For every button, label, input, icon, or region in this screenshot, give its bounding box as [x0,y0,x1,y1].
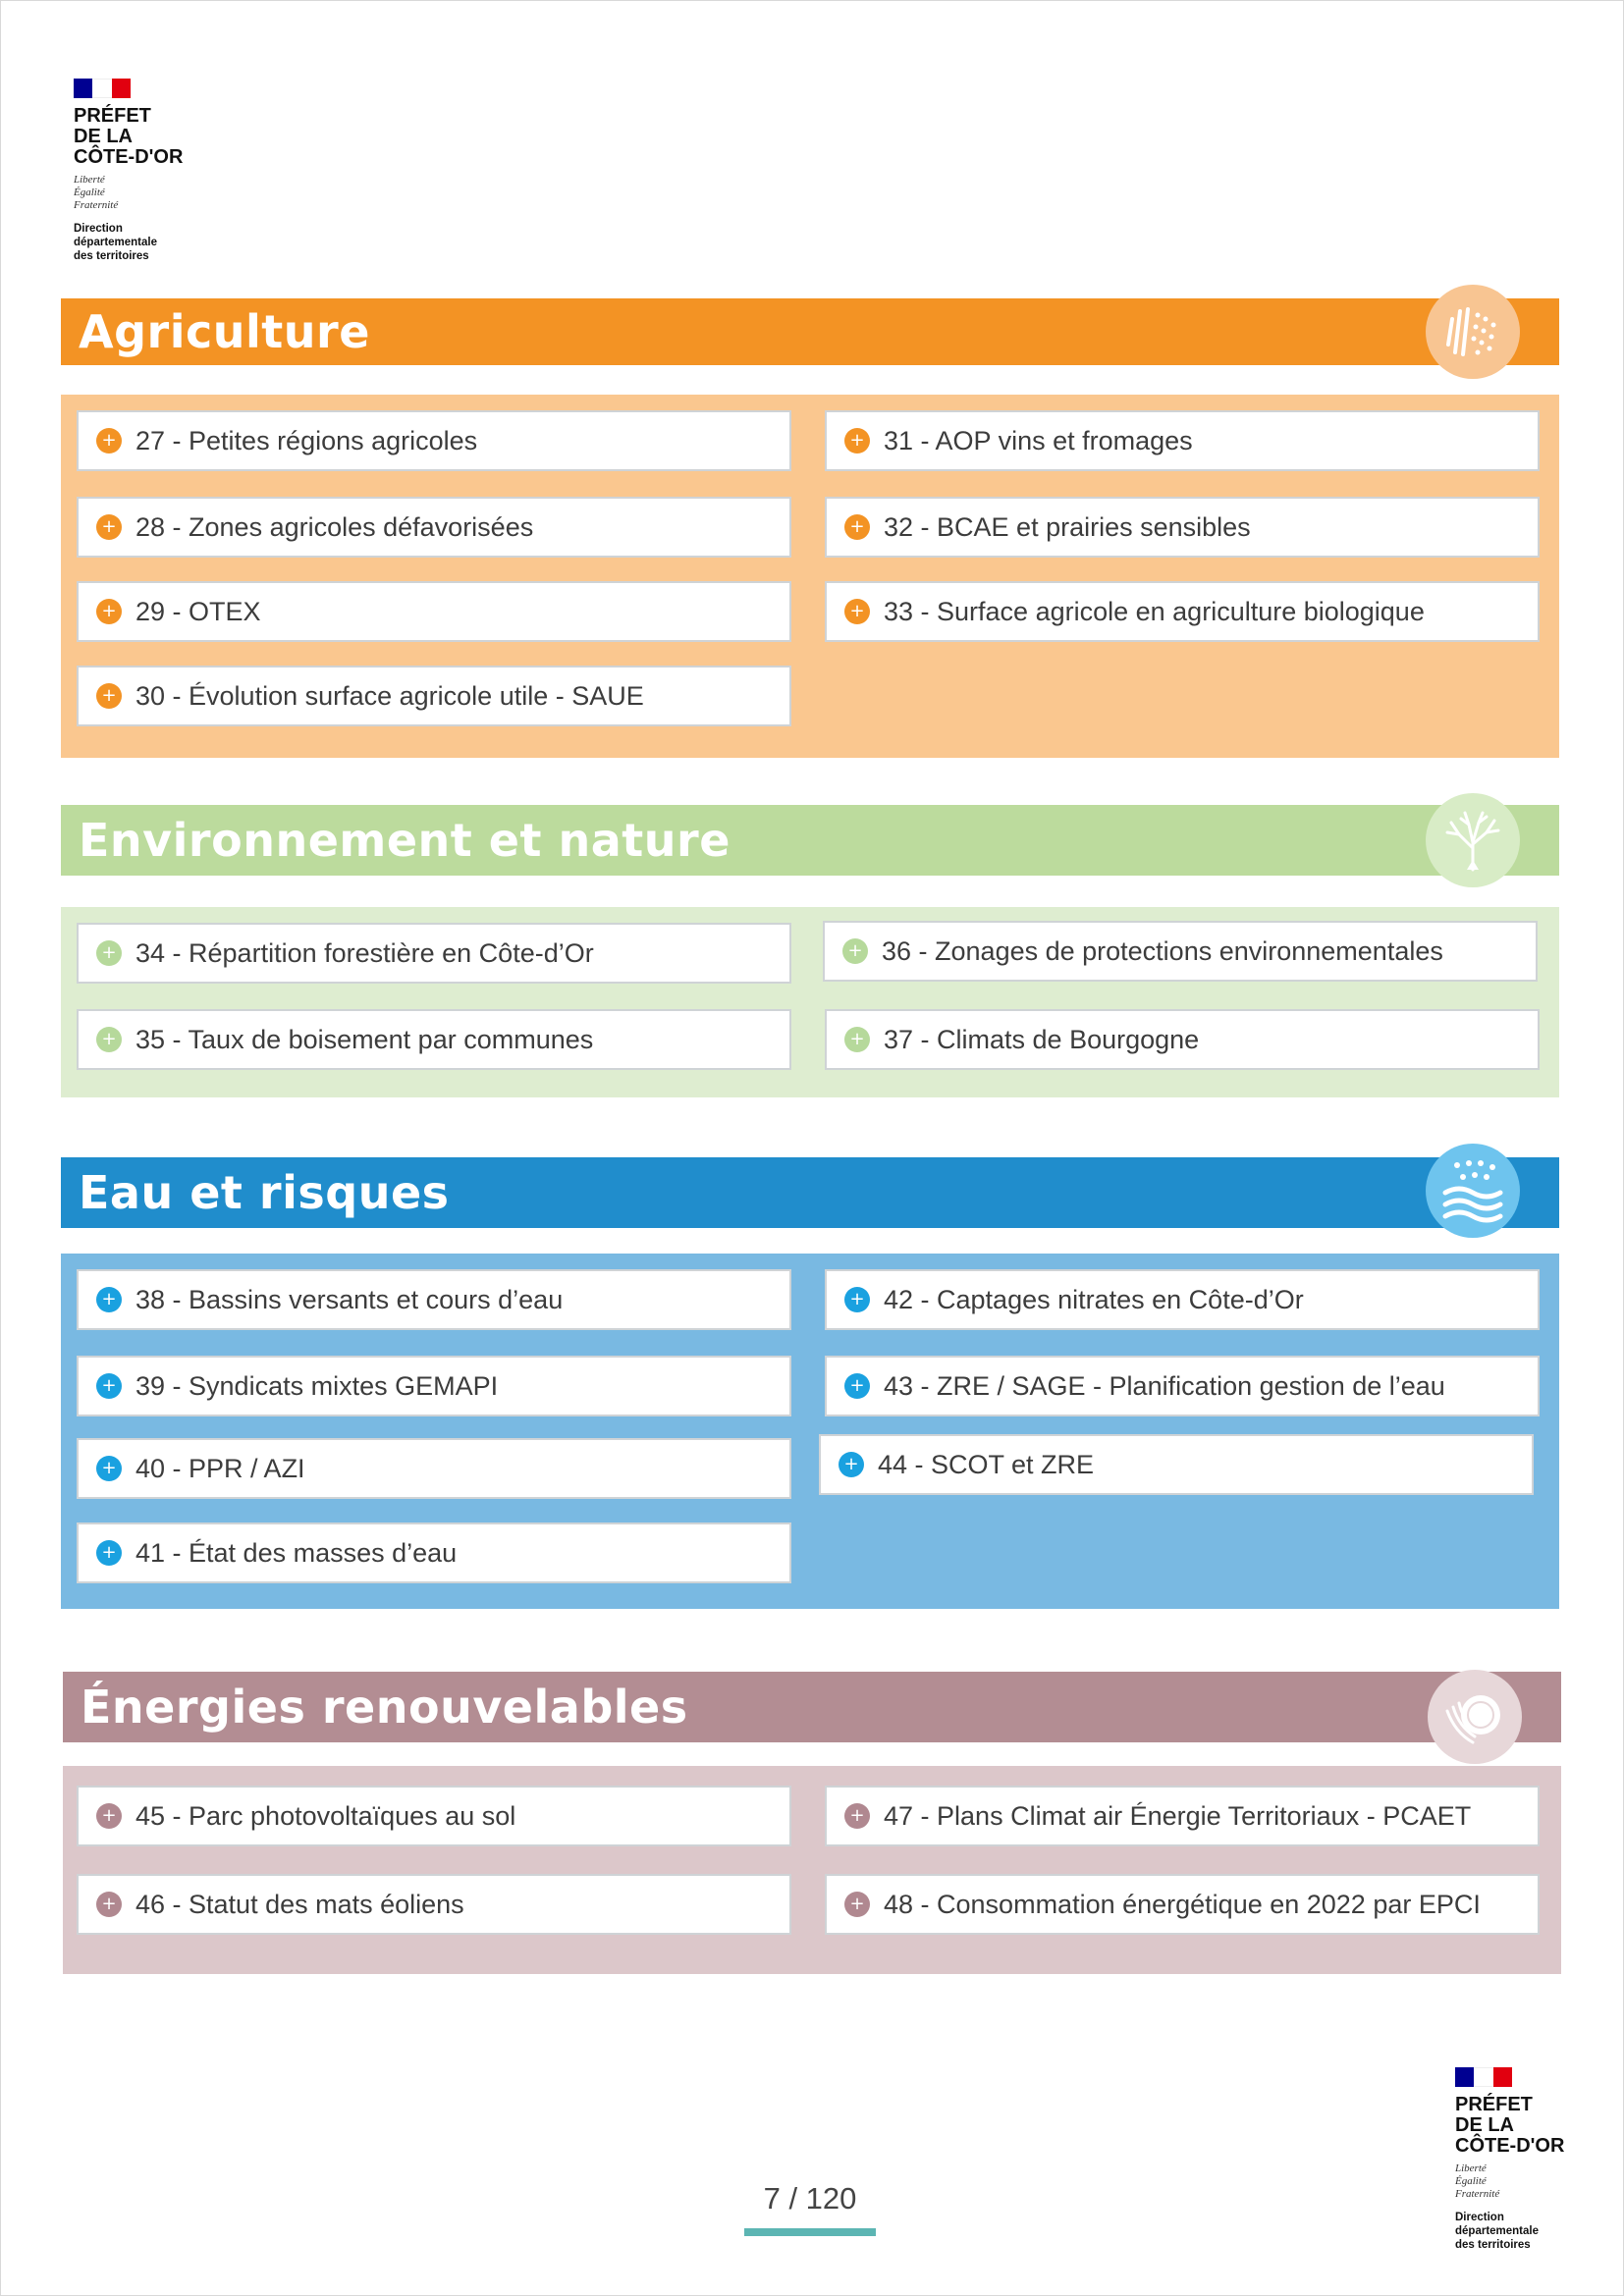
logo-prefet-text: PRÉFET DE LA CÔTE-D'OR [74,105,184,168]
section-header [63,1672,1561,1742]
list-item[interactable]: + 41 - État des masses d’eau [77,1522,791,1583]
plus-icon: + [844,1373,870,1399]
tree-icon [1426,793,1520,887]
list-item[interactable]: + 36 - Zonages de protections environnementales [823,921,1538,982]
plus-icon: + [96,1540,122,1566]
section-title: Eau et risques [79,1166,450,1219]
page-underline [744,2228,876,2236]
logo-direction: Direction départementale des territoires [1455,2212,1540,2251]
plus-icon: + [96,1456,122,1481]
list-item[interactable]: + 30 - Évolution surface agricole utile - SAUE [77,666,791,726]
rain-field-icon [1426,285,1520,379]
section-title: Énergies renouvelables [81,1681,688,1734]
list-item[interactable]: + 35 - Taux de boisement par communes [77,1009,791,1070]
list-item[interactable]: + 42 - Captages nitrates en Côte-d’Or [825,1269,1540,1330]
logo-direction: Direction départementale des territoires [74,223,158,262]
section-header [61,298,1559,365]
plus-icon: + [96,428,122,454]
plus-icon: + [96,599,122,624]
plus-icon: + [844,514,870,540]
plus-icon: + [96,683,122,709]
list-item[interactable]: + 44 - SCOT et ZRE [819,1434,1534,1495]
plus-icon: + [96,1803,122,1829]
plus-icon: + [96,1287,122,1312]
water-drops-icon [1426,1144,1520,1238]
section-title: Agriculture [79,305,370,358]
list-item[interactable]: + 45 - Parc photovoltaïques au sol [77,1786,791,1846]
section-panel [61,395,1559,758]
list-item[interactable]: + 40 - PPR / AZI [77,1438,791,1499]
page-number: 7 / 120 [763,2181,857,2216]
list-item[interactable]: + 32 - BCAE et prairies sensibles [825,497,1540,558]
list-item[interactable]: + 46 - Statut des mats éoliens [77,1874,791,1935]
section-panel [61,1254,1559,1609]
section-panel [61,907,1559,1097]
plus-icon: + [844,1803,870,1829]
list-item[interactable]: + 27 - Petites régions agricoles [77,410,791,471]
prefecture-logo-bottom [1455,2067,1564,2252]
plus-icon: + [842,938,868,964]
plus-icon: + [96,1892,122,1917]
section-panel [63,1766,1561,1974]
sun-energy-icon [1428,1670,1522,1764]
marianne-flag-icon [74,79,131,98]
plus-icon: + [844,1027,870,1052]
plus-icon: + [96,514,122,540]
list-item[interactable]: + 48 - Consommation énergétique en 2022 par EPCI [825,1874,1540,1935]
plus-icon: + [96,940,122,966]
list-item[interactable]: + 28 - Zones agricoles défavorisées [77,497,791,558]
list-item[interactable]: + 37 - Climats de Bourgogne [825,1009,1540,1070]
prefecture-logo-top [74,79,183,263]
list-item[interactable]: + 39 - Syndicats mixtes GEMAPI [77,1356,791,1416]
list-item[interactable]: + 33 - Surface agricole en agriculture biologique [825,581,1540,642]
list-item[interactable]: + 47 - Plans Climat air Énergie Territoriaux - PCAET [825,1786,1540,1846]
pagination [744,2181,876,2236]
list-item[interactable]: + 29 - OTEX [77,581,791,642]
logo-motto: Liberté Égalité Fraternité [74,174,119,211]
logo-motto: Liberté Égalité Fraternité [1455,2163,1500,2200]
list-item[interactable]: + 38 - Bassins versants et cours d’eau [77,1269,791,1330]
plus-icon: + [844,1287,870,1312]
plus-icon: + [96,1027,122,1052]
section-title: Environnement et nature [79,814,731,867]
section-header [61,805,1559,876]
plus-icon: + [839,1452,864,1477]
plus-icon: + [844,428,870,454]
plus-icon: + [844,1892,870,1917]
plus-icon: + [96,1373,122,1399]
section-header [61,1157,1559,1228]
plus-icon: + [844,599,870,624]
list-item[interactable]: + 31 - AOP vins et fromages [825,410,1540,471]
marianne-flag-icon [1455,2067,1512,2087]
list-item[interactable]: + 34 - Répartition forestière en Côte-d’Or [77,923,791,984]
logo-prefet-text: PRÉFET DE LA CÔTE-D'OR [1455,2094,1565,2157]
list-item[interactable]: + 43 - ZRE / SAGE - Planification gestion de l’eau [825,1356,1540,1416]
